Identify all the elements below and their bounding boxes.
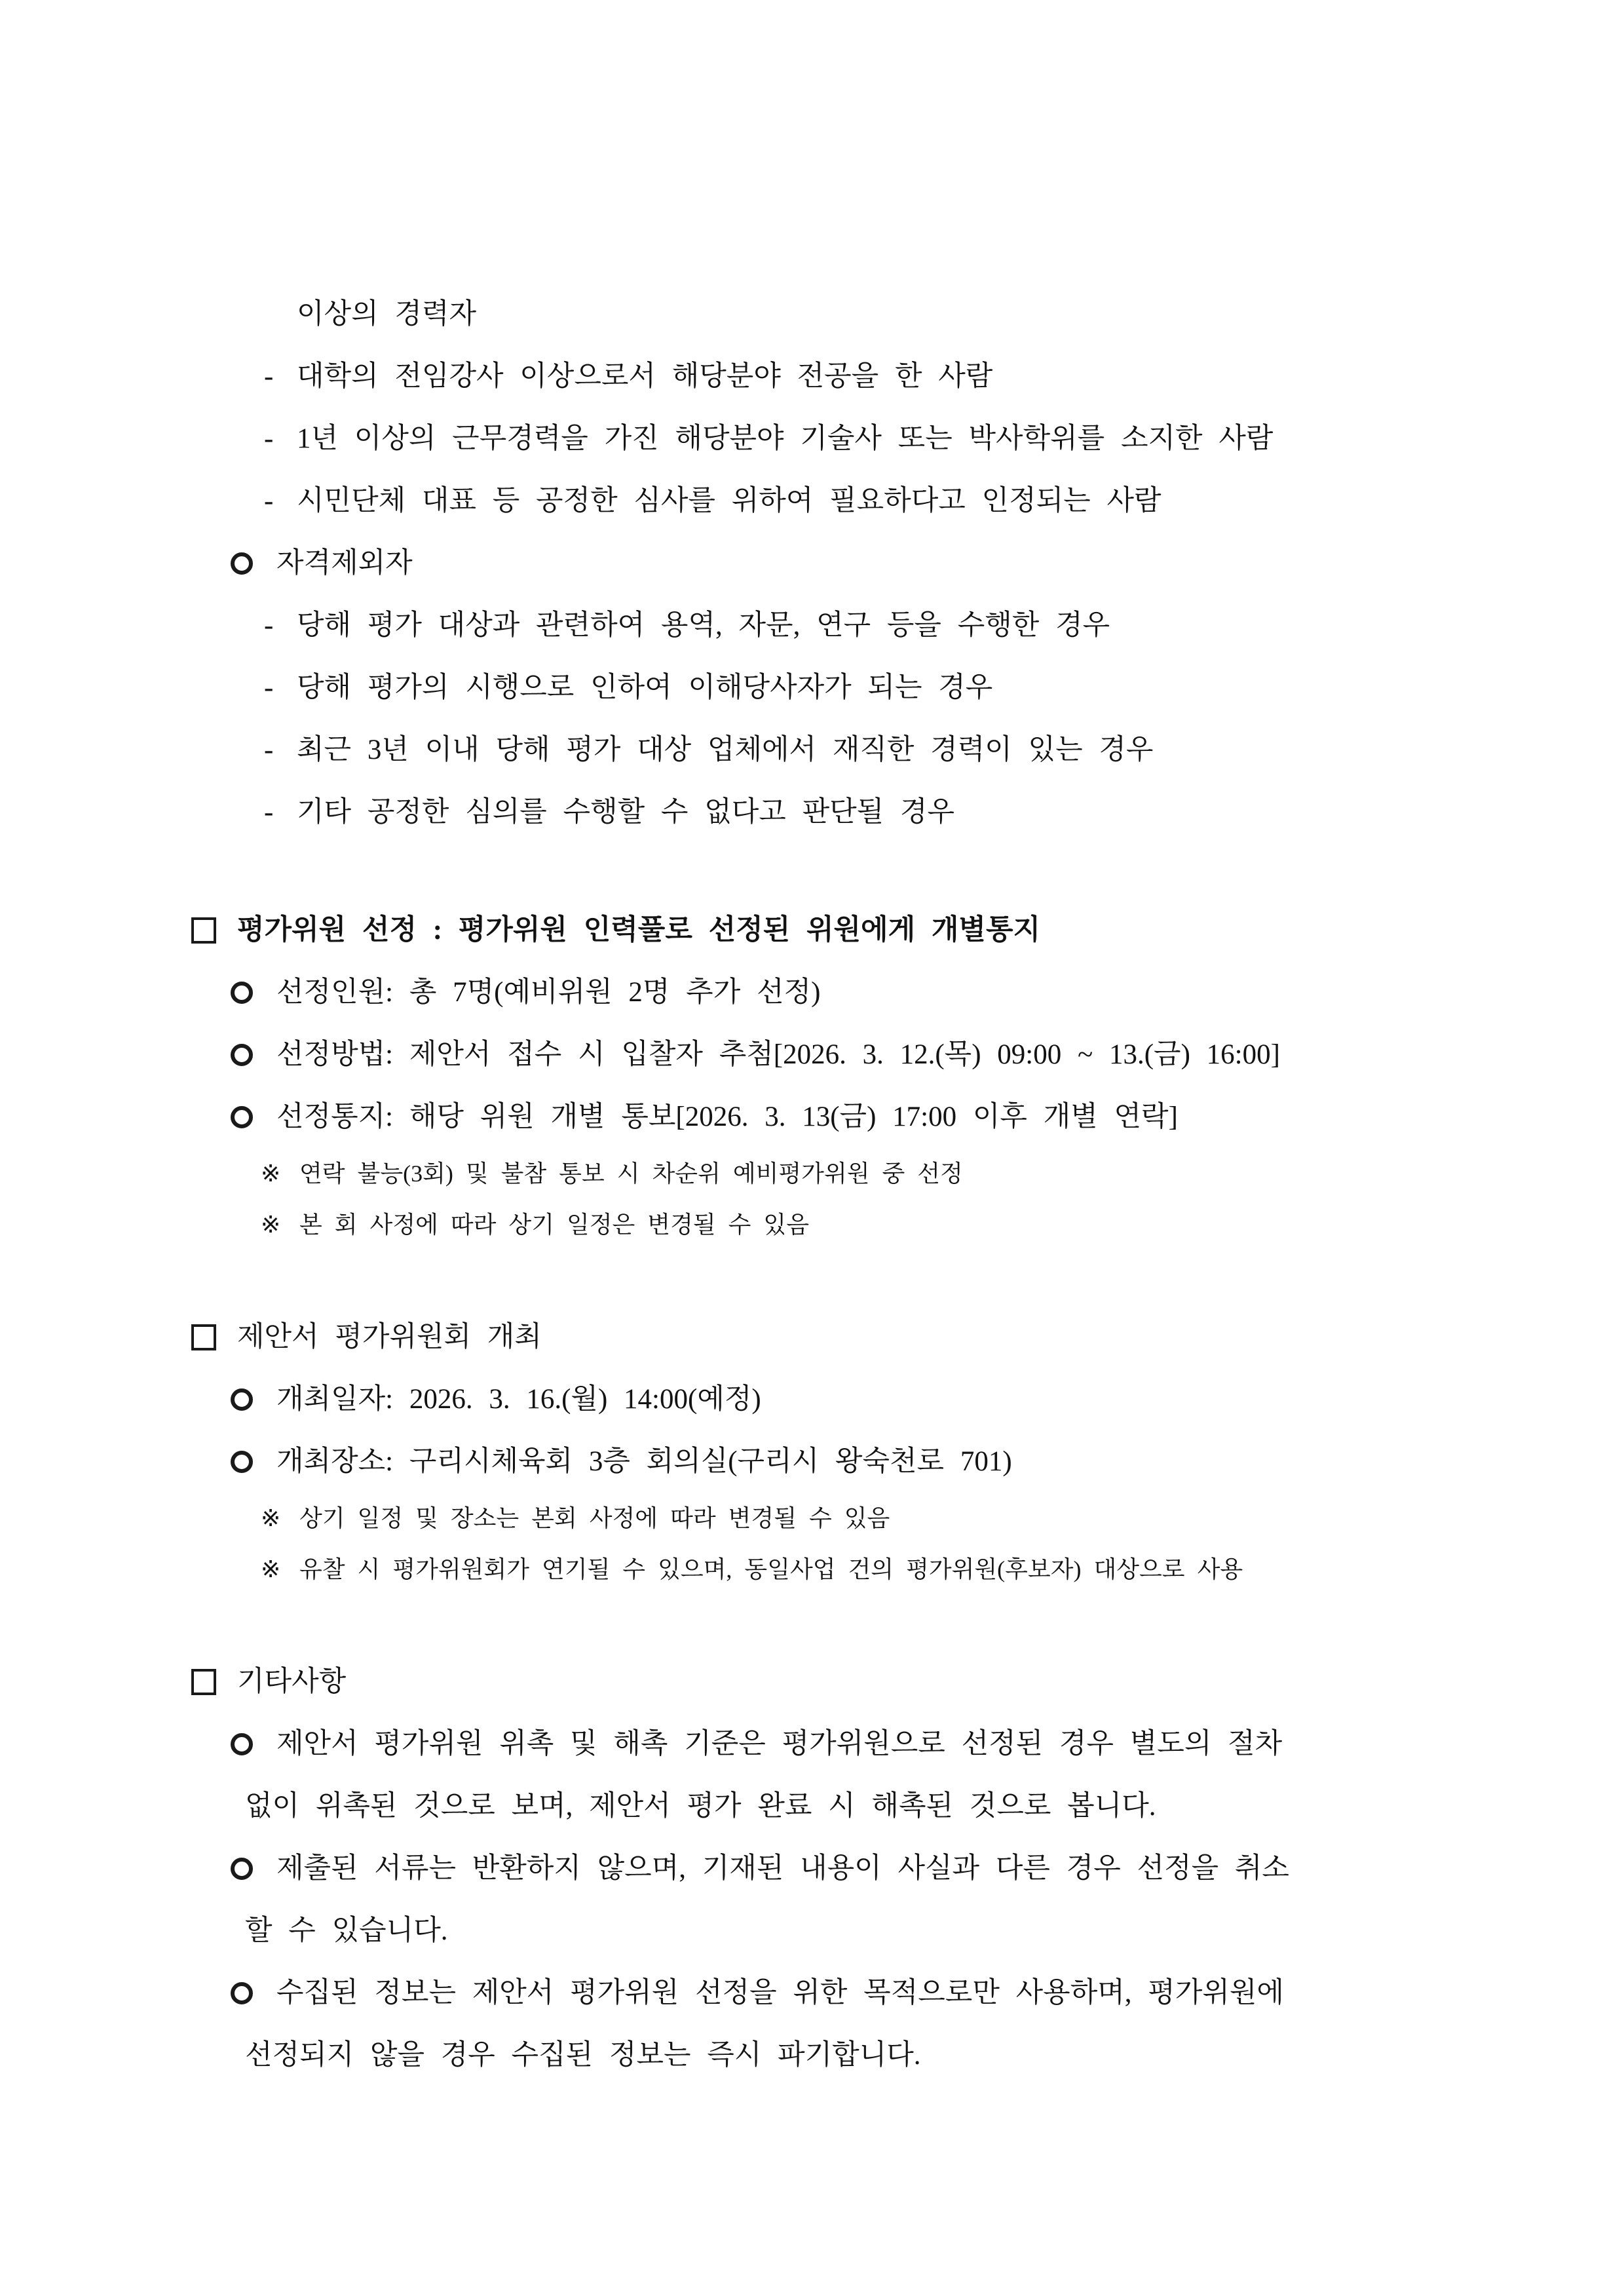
bullet-item — [231, 961, 1501, 1024]
bullet-item — [231, 532, 1501, 594]
heading-text: 평가위원 선정 : 평가위원 인력풀로 선정된 위원에게 개별통지 — [237, 915, 1041, 946]
document-section — [191, 283, 1501, 843]
note-item — [261, 1199, 1501, 1250]
continuation-line — [245, 1900, 1501, 1962]
line-text: 수집된 정보는 제안서 평가위원 선정을 위한 목적으로만 사용하며, 평가위원에 — [276, 1978, 1284, 2008]
dash-marker: - — [264, 735, 274, 765]
reference-mark-icon: ※ — [261, 1160, 281, 1187]
sub-item — [264, 594, 1501, 657]
heading-text: 기타사항 — [237, 1666, 347, 1697]
document-section — [191, 899, 1501, 1250]
line-text: 할 수 있습니다. — [245, 1915, 448, 1946]
line-text: 본 회 사정에 따라 상기 일정은 변경될 수 있음 — [299, 1212, 809, 1238]
document-section — [191, 1306, 1501, 1595]
reference-mark-icon: ※ — [261, 1212, 281, 1238]
line-text: 당해 평가의 시행으로 인하여 이해당사자가 되는 경우 — [297, 672, 993, 703]
bullet-item — [231, 1430, 1501, 1493]
line-text: 유찰 시 평가위원회가 연기될 수 있으며, 동일사업 건의 평가위원(후보자) 대상으로 사용 — [299, 1556, 1243, 1582]
note-item — [261, 1544, 1501, 1595]
continuation-line — [297, 283, 1501, 345]
sub-item — [264, 345, 1501, 408]
square-marker-icon — [191, 1669, 216, 1695]
dash-marker: - — [264, 486, 274, 516]
circle-bullet-icon — [231, 1388, 253, 1411]
line-text: 자격제외자 — [276, 548, 413, 579]
line-text: 이상의 경력자 — [297, 299, 476, 330]
sub-item — [264, 781, 1501, 843]
line-text: 최근 3년 이내 당해 평가 대상 업체에서 재직한 경력이 있는 경우 — [297, 735, 1154, 765]
line-text: 시민단체 대표 등 공정한 심사를 위하여 필요하다고 인정되는 사람 — [297, 486, 1161, 516]
bullet-item — [231, 1962, 1501, 2024]
circle-bullet-icon — [231, 1044, 253, 1066]
document-section — [191, 1651, 1501, 2086]
circle-bullet-icon — [231, 1106, 253, 1128]
line-text: 대학의 전임강사 이상으로서 해당분야 전공을 한 사람 — [297, 361, 993, 392]
note-item — [261, 1148, 1501, 1199]
sub-item — [264, 408, 1501, 470]
line-text: 선정되지 않을 경우 수집된 정보는 즉시 파기합니다. — [245, 2040, 921, 2071]
line-text: 개최장소: 구리시체육회 3층 회의실(구리시 왕숙천로 701) — [276, 1446, 1012, 1477]
circle-bullet-icon — [231, 982, 253, 1004]
bullet-item — [231, 1368, 1501, 1430]
dash-marker: - — [264, 672, 274, 703]
line-text: 당해 평가 대상과 관련하여 용역, 자문, 연구 등을 수행한 경우 — [297, 610, 1110, 641]
dash-marker: - — [264, 797, 274, 828]
dash-marker: - — [264, 610, 274, 641]
line-text: 개최일자: 2026. 3. 16.(월) 14:00(예정) — [276, 1384, 761, 1415]
circle-bullet-icon — [231, 1982, 253, 2004]
line-text: 제출된 서류는 반환하지 않으며, 기재된 내용이 사실과 다른 경우 선정을 취소 — [276, 1853, 1289, 1884]
sub-item — [264, 657, 1501, 719]
section-heading — [191, 899, 1501, 961]
circle-bullet-icon — [231, 1733, 253, 1755]
dash-marker: - — [264, 423, 274, 454]
line-text: 기타 공정한 심의를 수행할 수 없다고 판단될 경우 — [297, 797, 955, 828]
bullet-item — [231, 1837, 1501, 1900]
line-text: 선정방법: 제안서 접수 시 입찰자 추첨[2026. 3. 12.(목) 09:00 ~ 13.(금) 16:00] — [276, 1039, 1280, 1070]
line-text: 선정인원: 총 7명(예비위원 2명 추가 선정) — [276, 977, 821, 1008]
bullet-item — [231, 1086, 1501, 1148]
document-content — [191, 283, 1501, 2086]
dash-marker: - — [264, 361, 274, 392]
line-text: 1년 이상의 근무경력을 가진 해당분야 기술사 또는 박사학위를 소지한 사람 — [297, 423, 1274, 454]
square-marker-icon — [191, 1324, 216, 1350]
line-text: 상기 일정 및 장소는 본회 사정에 따라 변경될 수 있음 — [299, 1505, 890, 1531]
square-marker-icon — [191, 917, 216, 944]
circle-bullet-icon — [231, 1858, 253, 1880]
reference-mark-icon: ※ — [261, 1556, 281, 1582]
line-text: 연락 불능(3회) 및 불참 통보 시 차순위 예비평가위원 중 선정 — [299, 1160, 963, 1187]
heading-text: 제안서 평가위원회 개최 — [237, 1322, 542, 1352]
continuation-line — [245, 1775, 1501, 1837]
reference-mark-icon: ※ — [261, 1505, 281, 1531]
line-text: 없이 위촉된 것으로 보며, 제안서 평가 완료 시 해촉된 것으로 봅니다. — [245, 1791, 1156, 1822]
note-item — [261, 1493, 1501, 1544]
section-heading — [191, 1651, 1501, 1713]
sub-item — [264, 719, 1501, 781]
sub-item — [264, 470, 1501, 532]
circle-bullet-icon — [231, 1451, 253, 1473]
line-text: 선정통지: 해당 위원 개별 통보[2026. 3. 13(금) 17:00 이후 개별 연락] — [276, 1101, 1178, 1132]
continuation-line — [245, 2024, 1501, 2086]
bullet-item — [231, 1713, 1501, 1775]
bullet-item — [231, 1024, 1501, 1086]
line-text: 제안서 평가위원 위촉 및 해촉 기준은 평가위원으로 선정된 경우 별도의 절차 — [276, 1729, 1283, 1759]
circle-bullet-icon — [231, 552, 253, 575]
section-heading — [191, 1306, 1501, 1368]
